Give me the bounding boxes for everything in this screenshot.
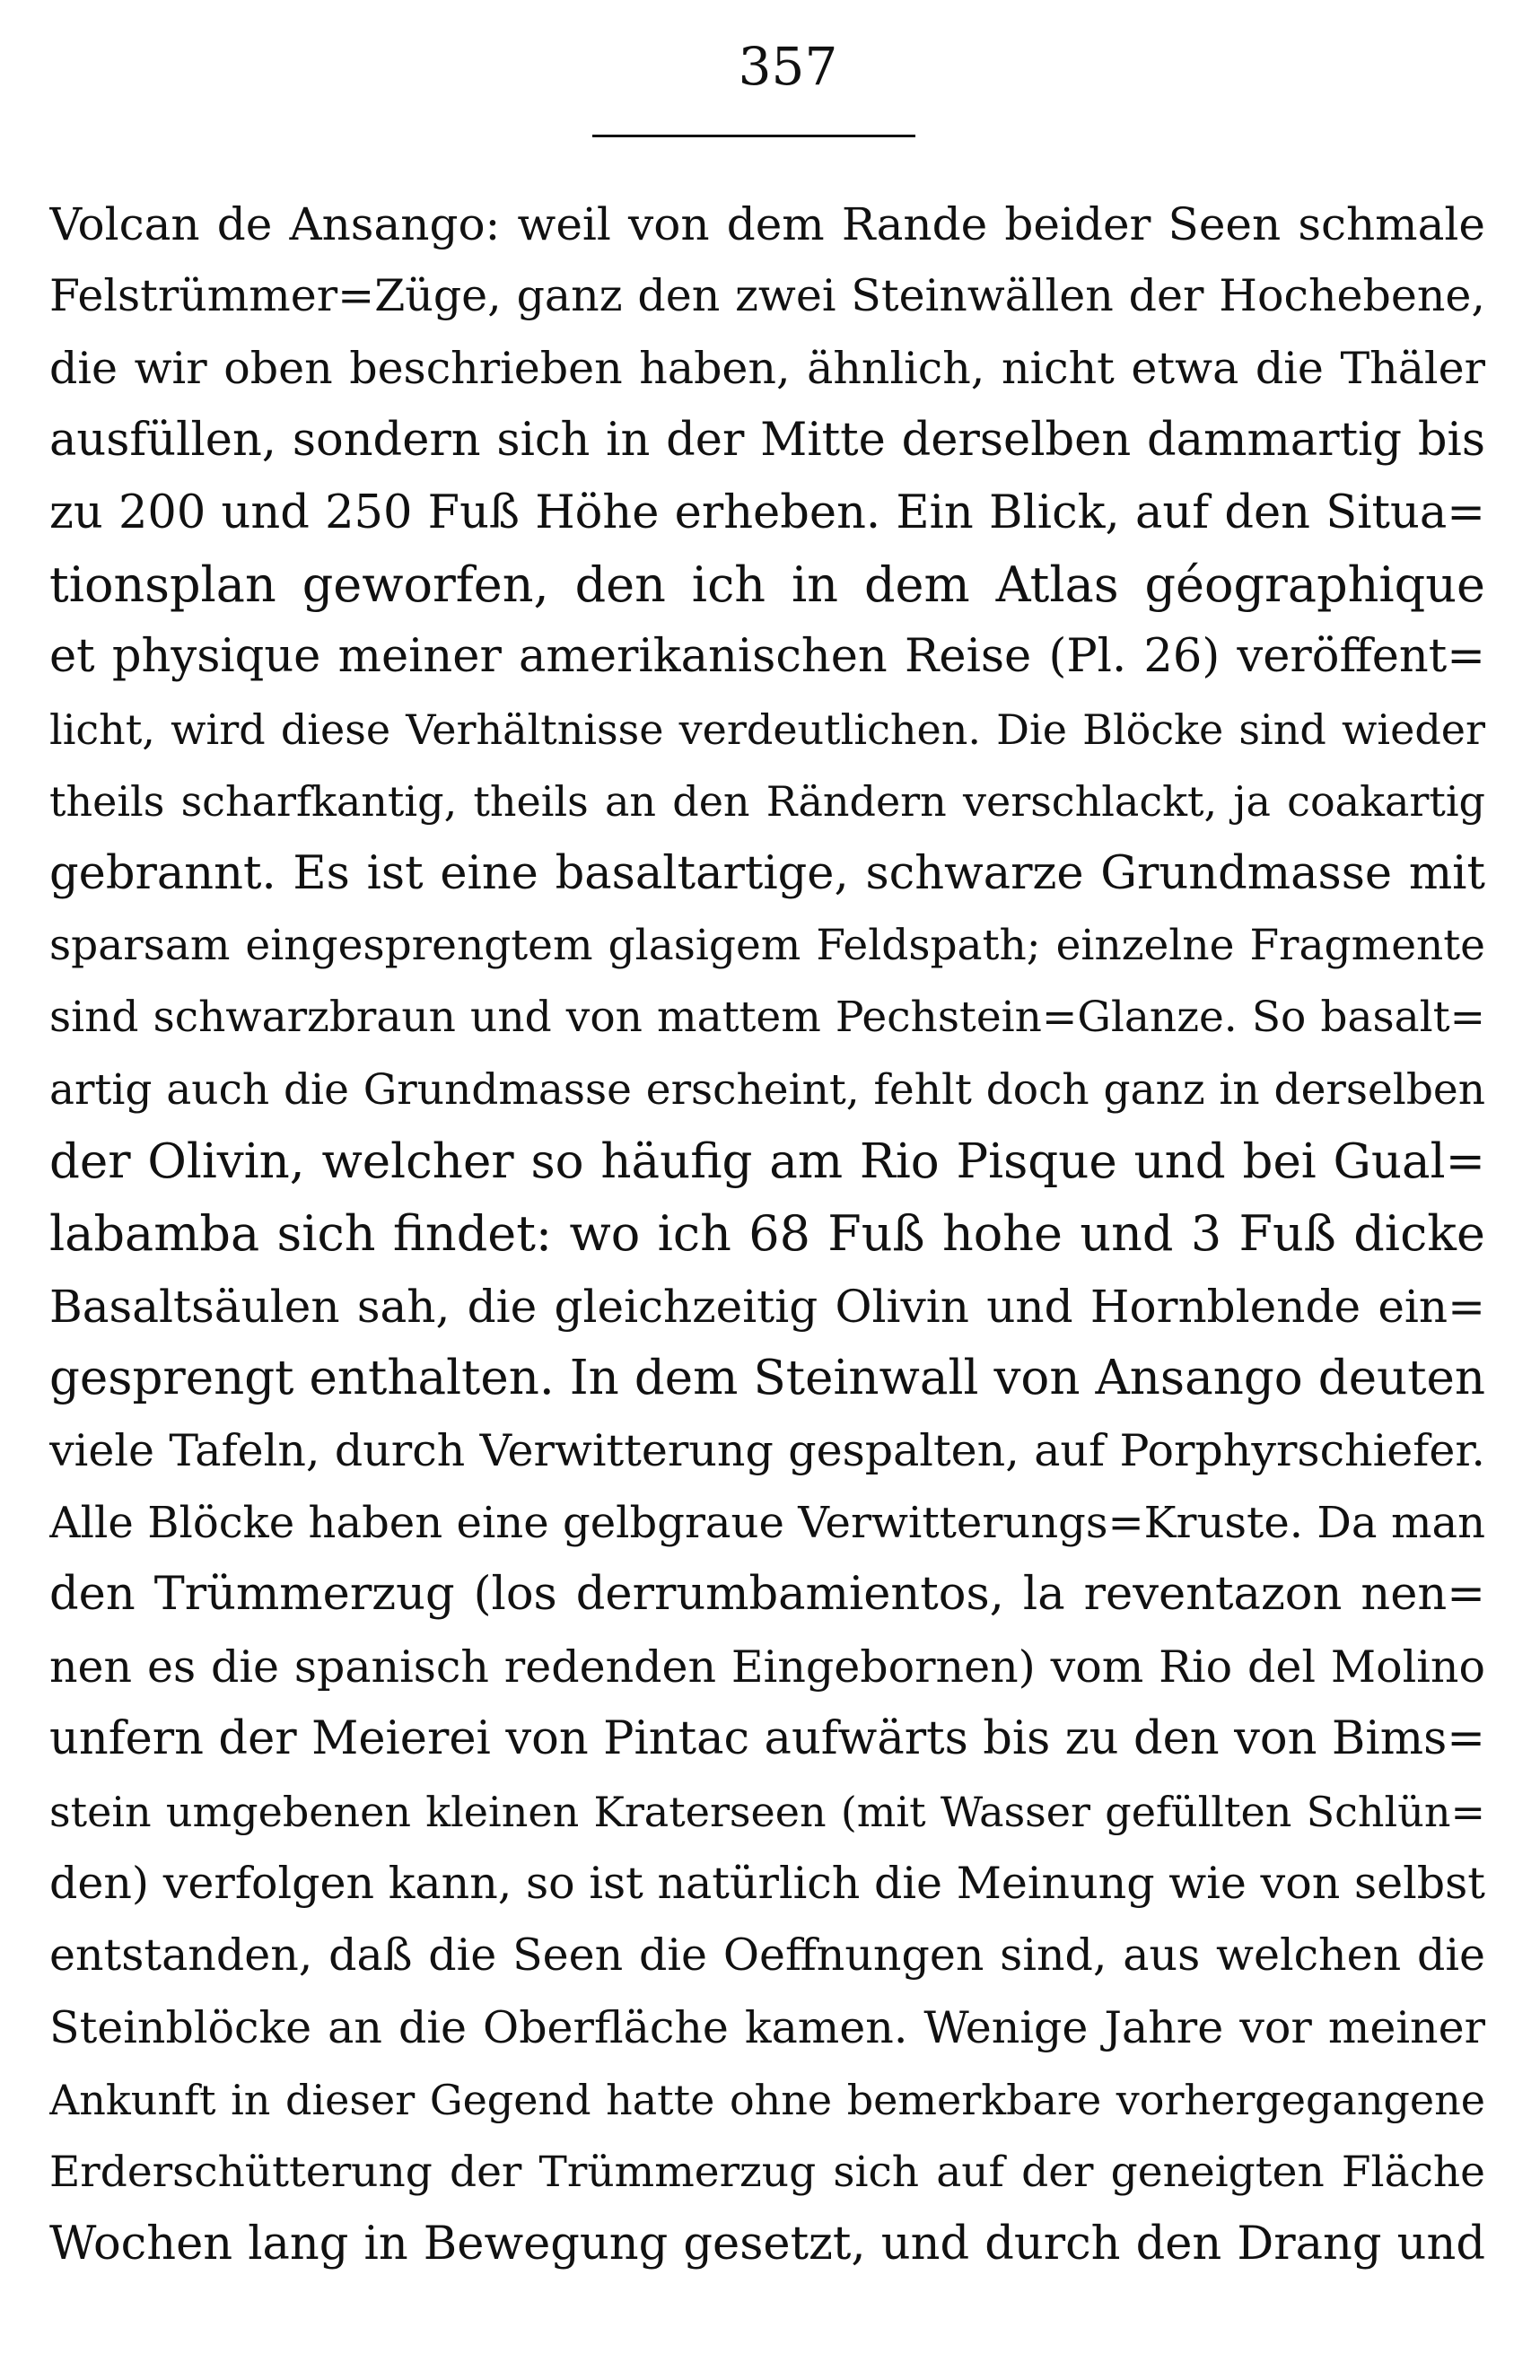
text-line: et physique meiner amerikanischen Reise (Pl. 26) veröffent= [49, 630, 1485, 684]
text-line: zu 200 und 250 Fuß Höhe erheben. Ein Blick, auf den Situa= [49, 486, 1485, 539]
text-line: gebrannt. Es ist eine basaltartige, schwarze Grundmasse mit [49, 846, 1485, 900]
text-line: nen es die spanisch redenden Eingebornen) vom Rio del Molino [49, 1641, 1485, 1693]
text-line: artig auch die Grundmasse erscheint, fehlt doch ganz in derselben [49, 1064, 1485, 1115]
text-line: tionsplan geworfen, den ich in dem Atlas géographique [49, 556, 1485, 613]
page-number: 357 [738, 36, 838, 97]
text-line: Ankunft in dieser Gegend hatte ohne bemerkbare vorhergegangene [49, 2076, 1485, 2125]
text-line: gesprengt enthalten. In dem Steinwall von Ansango deuten [49, 1351, 1485, 1406]
text-line: sind schwarzbraun und von mattem Pechstein=Glanze. So basalt= [49, 993, 1485, 1043]
text-line: Steinblöcke an die Oberfläche kamen. Wenige Jahre vor meiner [49, 2001, 1485, 2053]
text-line: Basaltsäulen sah, die gleichzeitig Olivin und Hornblende ein= [49, 1280, 1485, 1333]
text-line: stein umgebenen kleinen Kraterseen (mit Wasser gefüllten Schlün= [49, 1787, 1485, 1836]
text-line: sparsam eingesprengtem glasigem Feldspath; einzelne Fragmente [49, 920, 1485, 970]
text-line: Wochen lang in Bewegung gesetzt, und durch den Drang und [49, 2217, 1485, 2271]
text-line: der Olivin, welcher so häufig am Rio Pisque und bei Gual= [49, 1134, 1485, 1190]
text-line: Alle Blöcke haben eine gelbgraue Verwitterungs=Kruste. Da man [49, 1498, 1485, 1549]
text-line: entstanden, daß die Seen die Oeffnungen sind, aus welchen die [49, 1929, 1485, 1982]
text-line: unfern der Meierei von Pintac aufwärts bis zu den von Bims= [49, 1712, 1485, 1766]
text-line: Erderschütterung der Trümmerzug sich auf der geneigten Fläche [49, 2147, 1485, 2197]
text-line: die wir oben beschrieben haben, ähnlich, nicht etwa die Thäler [49, 342, 1485, 394]
text-line: Felstrümmer=Züge, ganz den zwei Steinwällen der Hochebene, [49, 270, 1485, 322]
text-line: licht, wird diese Verhältnisse verdeutlichen. Die Blöcke sind wieder [49, 704, 1485, 754]
text-line: theils scharfkantig, theils an den Rändern verschlackt, ja coakartig [49, 777, 1485, 827]
text-line: den Trümmerzug (los derrumbamientos, la reventazon nen= [49, 1568, 1485, 1622]
text-line: den) verfolgen kann, so ist natürlich die Meinung wie von selbst [49, 1857, 1485, 1909]
header-rule [592, 135, 915, 137]
text-line: viele Tafeln, durch Verwitterung gespalten, auf Porphyrschiefer. [49, 1424, 1485, 1476]
text-line: ausfüllen, sondern sich in der Mitte derselben dammartig bis [49, 414, 1485, 468]
body-text [49, 188, 1485, 2280]
text-line: Volcan de Ansango: weil von dem Rande beider Seen schmale [49, 198, 1485, 250]
text-line: labamba sich findet: wo ich 68 Fuß hohe und 3 Fuß dicke [49, 1205, 1485, 1263]
